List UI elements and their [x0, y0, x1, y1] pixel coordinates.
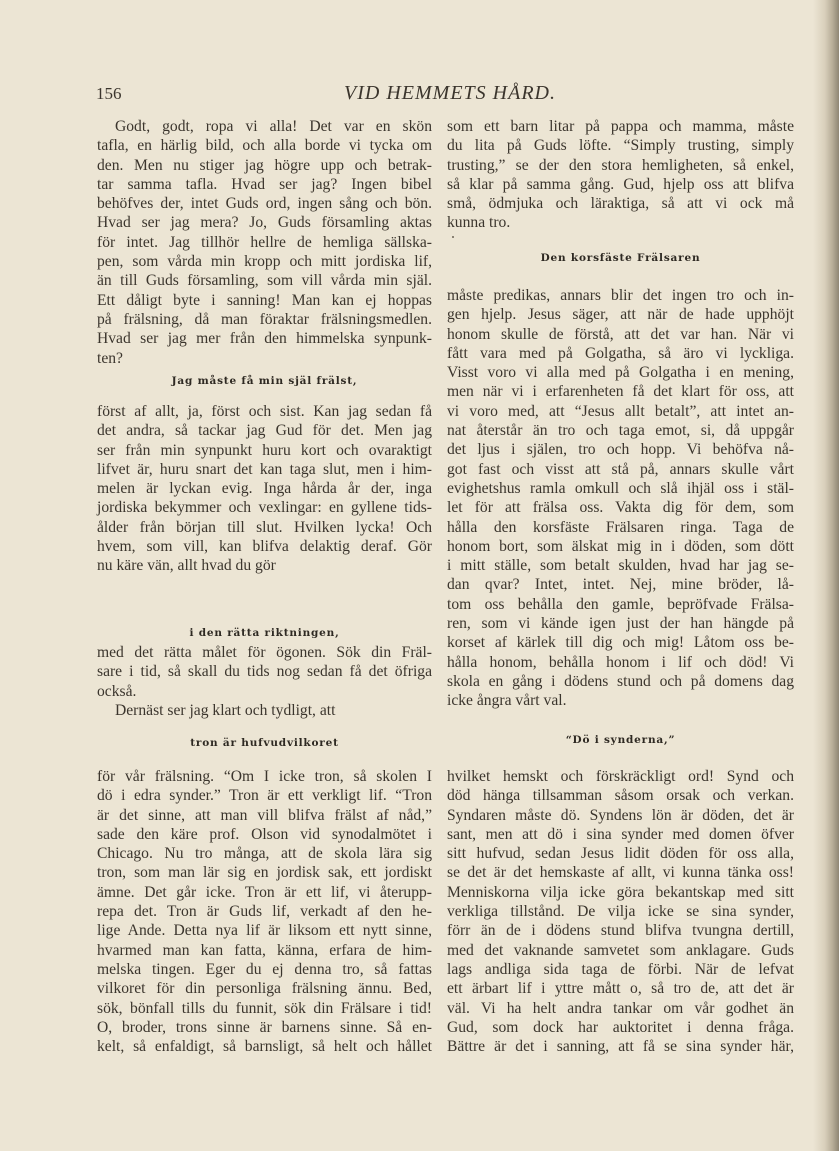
text-line: sare i tid, så skall du tids nog sedan få det öfriga: [97, 663, 432, 681]
text-line: du lita på Guds löfte. “Simply trusting, simply: [447, 137, 794, 155]
text-line: men när vi i erfarenheten få det klart för oss, att: [447, 383, 794, 401]
running-title: VID HEMMETS HÅRD.: [344, 82, 556, 104]
text-line: dan qvar? Intet, intet. Nej, mine bröder, lå-: [447, 576, 794, 594]
text-line: förr än de i dödens stund blifva tvungna dertill,: [447, 922, 794, 940]
text-line: den. Men nu stiger jag högre upp och betrak-: [97, 156, 432, 174]
text-line: först af allt, ja, först och sist. Kan jag sedan få: [97, 403, 432, 420]
text-line: se det är det hemskaste af allt, vi kunna tänka oss!: [447, 864, 794, 882]
text-line: skola en gång i dödens stund och på domens dag: [447, 672, 794, 690]
text-line: Syndaren måste dö. Syndens lön är döden, det är: [447, 806, 794, 824]
text-line: ålder från början till slut. Hvilken lycka! Och: [97, 518, 432, 536]
text-line: sitt hufvud, sedan Jesus lidit döden för oss alla,: [447, 845, 794, 863]
text-line: sök, bönfall tills du funnit, sök din Frälsare i tid!: [97, 999, 432, 1017]
text-line: pen, som vårda min kropp och mitt jordiska lif,: [97, 253, 432, 271]
text-line: lige Ande. Detta nya lif är liksom ett nytt sinne,: [97, 922, 432, 940]
text-line: sade den käre prof. Olson vid synodalmötet i: [97, 825, 432, 843]
paragraph: [447, 117, 794, 233]
text-line: för vår frälsning. “Om I icke tron, så skolen I: [97, 768, 432, 785]
page-number: 156: [96, 84, 122, 103]
section-heading: tron är hufvudvilkoret: [190, 737, 339, 749]
text-line: let för att frälsa oss. Vakta dig för dem, som: [447, 499, 794, 517]
text-line: verkliga tillstånd. De vilja icke se sina synder,: [447, 903, 794, 921]
text-line: hålla honom, behålla honom i lif och död! Vi: [447, 653, 794, 671]
paragraph: [97, 767, 432, 1056]
text-line: vilkoret för din personliga frälsning ännu. Bed,: [97, 980, 432, 998]
text-line: vi voro med, att “Jesus allt betalt”, att intet an-: [447, 402, 794, 420]
text-line: dö i edra synder.” Tron är ett verkligt lif. “Tron: [97, 787, 432, 805]
text-line: honom skulle de förstå, att det var han. När vi: [447, 325, 794, 343]
page-edge: [813, 0, 839, 1151]
text-line: också.: [97, 682, 137, 700]
text-line: Hvad ser jag mera? Jo, Guds församling aktas: [97, 214, 432, 232]
text-line: fått vara med på Golgatha, så äro vi lyckliga.: [447, 344, 794, 362]
text-line: icke ångra vårt val.: [447, 692, 567, 710]
text-line: hålla den korsfäste Frälsaren ringa. Taga de: [447, 518, 794, 536]
text-line: i mitt ställe, som betalt skulden, hvad har jag se-: [447, 557, 794, 575]
text-line: det andra, så tackar jag Gud för det. Men jag: [97, 422, 432, 440]
paragraph: [97, 402, 432, 576]
text-line: tom oss behålla den gamle, bepröfvade Frälsa-: [447, 595, 794, 613]
text-line: små, ödmjuka och läraktiga, så att vi ock må: [447, 195, 794, 213]
text-line: som ett barn litar på pappa och mamma, måste: [447, 118, 794, 135]
text-line: Godt, godt, ropa vi alla! Det var en skön: [115, 118, 432, 135]
text-line: evighetshus ramla omkull och slå ihjäl oss i stäl-: [447, 479, 794, 497]
text-line: Chicago. Nu tro många, att de skola lära sig: [97, 845, 432, 863]
text-line: hvilket hemskt och förskräckligt ord! Synd och: [447, 768, 794, 785]
paragraph: [97, 643, 432, 701]
text-line: än till Guds församling, som vill vårda min själ.: [97, 272, 432, 290]
text-line: Hvad ser jag mer från den himmelska synpunk-: [97, 330, 432, 348]
text-line: repa det. Tron är Guds lif, verkadt af den he-: [97, 903, 432, 921]
text-line: Gud, som dock har auktoritet i denna fråga.: [447, 1018, 794, 1036]
section-heading: Den korsfäste Frälsaren: [540, 252, 701, 264]
text-line: ett ärbart lif i yttre mått o, så tro de, att det är: [447, 980, 794, 998]
text-line: så klar på samma gång. Gud, hjelp oss att blifva: [447, 175, 794, 193]
text-line: jordiska bekymmer och vexlingar: en gyllene tids-: [97, 499, 432, 517]
text-line: melska tingen. Eger du ej denna tro, så fattas: [97, 960, 432, 978]
text-line: det ljus i själen, tro och hopp. Vi behöfva nå-: [447, 441, 794, 459]
paragraph: [97, 701, 432, 720]
text-line: O, broder, trons sinne är barnens sinne. Så en-: [97, 1018, 432, 1036]
text-line: lifvet är, huru snart det kan taga slut, men i him-: [97, 460, 432, 478]
text-line: behöfves der, intet Guds ord, ingen sång och bön.: [97, 195, 432, 213]
text-line: med det rätta målet för ögonen. Sök din Fräl-: [97, 644, 432, 661]
text-line: död hänga tillsamman såsom orsak och verkan.: [447, 787, 794, 805]
text-line: Menniskorna vilja icke göra bekantskap med sitt: [447, 883, 794, 901]
paragraph: [447, 767, 794, 1056]
text-line: korset af kärlek till dig och mig! Låtom oss be-: [447, 634, 794, 652]
text-line: ren, som vi kände igen just der han hängde på: [447, 615, 794, 633]
text-line: gen hjelp. Jesus säger, att när de hade upphöjt: [447, 306, 794, 324]
text-line: got fast och visst att stå på, annars skulle vårt: [447, 460, 794, 478]
text-line: tar samma tafla. Hvad ser jag? Ingen bibel: [97, 175, 432, 193]
text-line: måste predikas, annars blir det ingen tro och in-: [447, 287, 794, 304]
text-line: trusting,” se der den stora hemligheten, så enkel,: [447, 156, 794, 174]
text-line: melen är lyckan evig. Inga hårda år der, inga: [97, 480, 432, 498]
text-line: nu käre vän, allt hvad du gör: [97, 557, 276, 575]
text-line: Dernäst ser jag klart och tydligt, att: [115, 702, 336, 719]
text-line: Bättre är det i sanning, att få se sina synder här,: [447, 1038, 794, 1056]
section-heading: “Dö i synderna,”: [565, 734, 676, 746]
text-line: tron, som man lär sig en jordisk sak, ett jordiskt: [97, 864, 432, 882]
text-line: Visst voro vi alla med på Golgatha i en mening,: [447, 364, 794, 382]
text-line: nat återstår än tro och taga emot, si, då uppgår: [447, 422, 794, 440]
section-heading: i den rätta riktningen,: [189, 627, 340, 639]
text-line: kelt, så enfaldigt, så barnsligt, så helt och hållet: [97, 1038, 432, 1056]
text-line: är det sinne, att man vill blifva frälst af nåd,”: [97, 806, 432, 824]
stray-mark: [452, 236, 454, 238]
text-line: väl. Vi ha helt andra tankar om vår godhet än: [447, 999, 794, 1017]
text-line: för intet. Jag tillhör hellre de hemliga sällska-: [97, 233, 432, 251]
text-line: tafla, en härlig bild, och alla borde vi tycka om: [97, 137, 432, 155]
text-line: lags andliga sida taga de förbi. När de lefvat: [447, 960, 794, 978]
section-heading: Jag måste få min själ frälst,: [171, 375, 358, 387]
text-line: honom bort, som älskat mig in i döden, som dött: [447, 537, 794, 555]
text-line: Ett dåligt byte i sanning! Man kan ej hoppas: [97, 291, 432, 309]
text-line: kunna tro.: [447, 214, 511, 232]
paragraph: [97, 117, 432, 368]
paragraph: [447, 286, 794, 711]
text-line: ten?: [97, 349, 123, 367]
text-line: med det vaknande samvetet som anklagare. Guds: [447, 941, 794, 959]
text-line: hvarmed man kan fatta, känna, erfara de him-: [97, 941, 432, 959]
text-line: sant, men att dö i sina synder med domen öfver: [447, 825, 794, 843]
text-line: ämne. Det går icke. Tron är ett lif, vi återupp-: [97, 883, 432, 901]
text-line: hvem, som vill, kan blifva delaktig deraf. Gör: [97, 538, 432, 556]
text-line: på frälsning, då man föraktar frälsningsmedlen.: [97, 310, 432, 328]
text-line: ser från min synpunkt huru kort och ovaraktigt: [97, 441, 432, 459]
